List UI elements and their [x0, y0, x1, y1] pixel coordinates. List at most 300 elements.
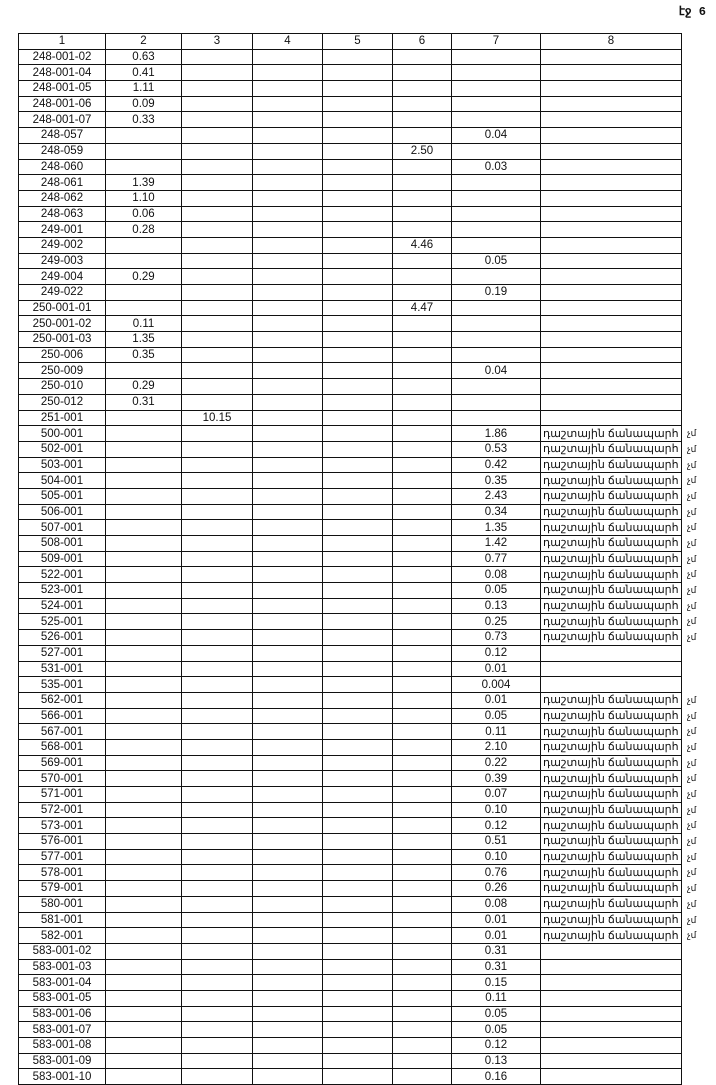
table-row	[19, 347, 682, 363]
road-note: չմ	[687, 428, 697, 439]
value-cell-col5	[323, 49, 393, 65]
value-cell-col6	[393, 755, 452, 771]
value-cell-col3	[182, 896, 253, 912]
value-cell-col7: 0.11	[452, 990, 541, 1006]
table-row	[19, 1022, 682, 1038]
road-label: դաշտային ճանապարհ	[543, 882, 679, 895]
land-use-cell	[541, 551, 697, 567]
table-row	[19, 787, 682, 803]
value-cell-col7	[452, 269, 541, 285]
value-cell-col6	[393, 614, 452, 630]
value-cell-col6	[393, 206, 452, 222]
parcel-code-cell: 248-060	[19, 159, 106, 175]
value-cell-col4	[253, 755, 323, 771]
table-row	[19, 975, 682, 991]
value-cell-col4	[253, 896, 323, 912]
table-row	[19, 504, 682, 520]
value-cell-col7	[452, 49, 541, 65]
table-row	[19, 551, 682, 567]
value-cell-col6	[393, 363, 452, 379]
road-note: չմ	[687, 710, 697, 721]
land-use-cell	[541, 426, 697, 442]
value-cell-col7: 0.004	[452, 677, 541, 693]
land-use-cell	[541, 959, 682, 975]
value-cell-col6	[393, 112, 452, 128]
value-cell-col5	[323, 1006, 393, 1022]
value-cell-col6	[393, 394, 452, 410]
land-use-cell	[541, 928, 697, 944]
table-row	[19, 206, 682, 222]
value-cell-col2	[106, 912, 182, 928]
value-cell-col5	[323, 457, 393, 473]
parcel-code-cell: 569-001	[19, 755, 106, 771]
value-cell-col5	[323, 237, 393, 253]
value-cell-col5	[323, 316, 393, 332]
road-label: դաշտային ճանապարհ	[543, 584, 679, 597]
value-cell-col2	[106, 739, 182, 755]
value-cell-col5	[323, 818, 393, 834]
road-note: չմ	[687, 475, 697, 486]
parcel-code-cell: 525-001	[19, 614, 106, 630]
value-cell-col6	[393, 269, 452, 285]
value-cell-col7: 0.25	[452, 614, 541, 630]
value-cell-col5	[323, 881, 393, 897]
value-cell-col5	[323, 1038, 393, 1054]
value-cell-col6	[393, 1038, 452, 1054]
column-header-7: 7	[452, 34, 541, 50]
value-cell-col3	[182, 818, 253, 834]
value-cell-col7: 0.05	[452, 708, 541, 724]
value-cell-col3	[182, 159, 253, 175]
table-row	[19, 834, 682, 850]
parcel-code-cell: 526-001	[19, 630, 106, 646]
table-row	[19, 253, 682, 269]
value-cell-col5	[323, 771, 393, 787]
land-use-cell	[541, 724, 697, 740]
table-row	[19, 175, 682, 191]
value-cell-col6	[393, 912, 452, 928]
value-cell-col6	[393, 943, 452, 959]
value-cell-col4	[253, 410, 323, 426]
land-use-cell	[541, 536, 697, 552]
table-row	[19, 457, 682, 473]
value-cell-col3	[182, 488, 253, 504]
table-row	[19, 222, 682, 238]
land-use-cell	[541, 332, 682, 348]
value-cell-col7: 0.73	[452, 630, 541, 646]
value-cell-col5	[323, 708, 393, 724]
value-cell-col4	[253, 285, 323, 301]
value-cell-col3	[182, 802, 253, 818]
value-cell-col6	[393, 175, 452, 191]
land-use-cell	[541, 253, 682, 269]
value-cell-col5	[323, 473, 393, 489]
value-cell-col3	[182, 724, 253, 740]
value-cell-col3	[182, 583, 253, 599]
table-row	[19, 96, 682, 112]
value-cell-col3	[182, 614, 253, 630]
value-cell-col4	[253, 614, 323, 630]
value-cell-col7: 0.39	[452, 771, 541, 787]
value-cell-col2	[106, 677, 182, 693]
land-use-cell	[541, 990, 682, 1006]
parcel-code-cell: 250-001-02	[19, 316, 106, 332]
parcel-code-cell: 583-001-07	[19, 1022, 106, 1038]
land-use-cell	[541, 300, 682, 316]
parcel-code-cell: 524-001	[19, 598, 106, 614]
road-label: դաշտային ճանապարհ	[543, 553, 679, 566]
value-cell-col3	[182, 441, 253, 457]
value-cell-col6	[393, 1006, 452, 1022]
value-cell-col7: 0.77	[452, 551, 541, 567]
value-cell-col3	[182, 128, 253, 144]
value-cell-col6	[393, 441, 452, 457]
value-cell-col4	[253, 520, 323, 536]
land-use-cell	[541, 96, 682, 112]
value-cell-col7: 0.01	[452, 661, 541, 677]
value-cell-col4	[253, 426, 323, 442]
value-cell-col7	[452, 112, 541, 128]
value-cell-col4	[253, 473, 323, 489]
value-cell-col2	[106, 943, 182, 959]
value-cell-col6	[393, 426, 452, 442]
value-cell-col7: 0.13	[452, 1053, 541, 1069]
value-cell-col6	[393, 802, 452, 818]
land-use-cell	[541, 849, 697, 865]
value-cell-col2	[106, 630, 182, 646]
value-cell-col3	[182, 708, 253, 724]
value-cell-col4	[253, 1038, 323, 1054]
road-note: չմ	[687, 773, 697, 784]
value-cell-col3	[182, 1053, 253, 1069]
value-cell-col2: 0.31	[106, 394, 182, 410]
value-cell-col6	[393, 504, 452, 520]
value-cell-col4	[253, 536, 323, 552]
road-label: դաշտային ճանապարհ	[543, 741, 679, 754]
value-cell-col6	[393, 724, 452, 740]
road-label: դաշտային ճանապարհ	[543, 443, 679, 456]
value-cell-col2	[106, 708, 182, 724]
value-cell-col5	[323, 912, 393, 928]
value-cell-col5	[323, 332, 393, 348]
parcel-code-cell: 248-062	[19, 190, 106, 206]
value-cell-col6	[393, 645, 452, 661]
column-header-6: 6	[393, 34, 452, 50]
road-label: դաշտային ճանապարհ	[543, 600, 679, 613]
value-cell-col7	[452, 394, 541, 410]
value-cell-col4	[253, 865, 323, 881]
land-use-cell	[541, 739, 697, 755]
value-cell-col6	[393, 222, 452, 238]
parcel-code-cell: 250-001-01	[19, 300, 106, 316]
land-use-cell	[541, 614, 697, 630]
parcel-code-cell: 578-001	[19, 865, 106, 881]
table-row	[19, 143, 682, 159]
value-cell-col7	[452, 206, 541, 222]
land-use-cell	[541, 975, 682, 991]
value-cell-col3	[182, 771, 253, 787]
road-note: չմ	[687, 757, 697, 768]
table-row	[19, 1038, 682, 1054]
value-cell-col3	[182, 536, 253, 552]
value-cell-col7: 1.35	[452, 520, 541, 536]
value-cell-col2	[106, 520, 182, 536]
value-cell-col5	[323, 222, 393, 238]
value-cell-col2: 1.39	[106, 175, 182, 191]
value-cell-col4	[253, 1006, 323, 1022]
value-cell-col2: 1.11	[106, 81, 182, 97]
value-cell-col7	[452, 96, 541, 112]
land-use-cell	[541, 65, 682, 81]
table-row	[19, 441, 682, 457]
value-cell-col2	[106, 473, 182, 489]
road-note: չմ	[687, 789, 697, 799]
value-cell-col5	[323, 865, 393, 881]
value-cell-col3	[182, 520, 253, 536]
value-cell-col2: 0.63	[106, 49, 182, 65]
land-use-cell	[541, 237, 682, 253]
value-cell-col6	[393, 473, 452, 489]
value-cell-col3	[182, 222, 253, 238]
value-cell-col4	[253, 1053, 323, 1069]
table-row	[19, 912, 682, 928]
road-note: չմ	[687, 443, 697, 454]
value-cell-col4	[253, 551, 323, 567]
value-cell-col2: 0.29	[106, 269, 182, 285]
table-row	[19, 394, 682, 410]
value-cell-col3	[182, 959, 253, 975]
land-use-cell	[541, 347, 682, 363]
value-cell-col5	[323, 536, 393, 552]
value-cell-col5	[323, 755, 393, 771]
table-row	[19, 363, 682, 379]
land-use-cell	[541, 520, 697, 536]
value-cell-col2: 0.33	[106, 112, 182, 128]
value-cell-col2: 0.28	[106, 222, 182, 238]
value-cell-col7	[452, 222, 541, 238]
parcel-code-cell: 583-001-04	[19, 975, 106, 991]
value-cell-col4	[253, 802, 323, 818]
value-cell-col4	[253, 1022, 323, 1038]
value-cell-col6	[393, 457, 452, 473]
road-note: չմ	[687, 616, 697, 627]
value-cell-col3	[182, 630, 253, 646]
value-cell-col2: 1.10	[106, 190, 182, 206]
value-cell-col4	[253, 190, 323, 206]
land-use-cell	[541, 755, 697, 771]
parcel-code-cell: 505-001	[19, 488, 106, 504]
value-cell-col2	[106, 771, 182, 787]
value-cell-col4	[253, 379, 323, 395]
road-label: դաշտային ճանապարհ	[543, 756, 679, 769]
value-cell-col3	[182, 190, 253, 206]
table-row	[19, 410, 682, 426]
value-cell-col6	[393, 81, 452, 97]
value-cell-col3	[182, 426, 253, 442]
parcel-code-cell: 570-001	[19, 771, 106, 787]
value-cell-col5	[323, 1022, 393, 1038]
value-cell-col5	[323, 990, 393, 1006]
value-cell-col4	[253, 787, 323, 803]
value-cell-col5	[323, 943, 393, 959]
value-cell-col3	[182, 849, 253, 865]
value-cell-col7: 0.01	[452, 692, 541, 708]
value-cell-col2	[106, 410, 182, 426]
table-row	[19, 285, 682, 301]
value-cell-col7: 0.16	[452, 1069, 541, 1085]
land-use-cell	[541, 802, 697, 818]
value-cell-col2	[106, 536, 182, 552]
value-cell-col5	[323, 504, 393, 520]
parcel-code-cell: 500-001	[19, 426, 106, 442]
road-label: դաշտային ճանապարհ	[543, 804, 679, 817]
land-use-cell	[541, 128, 682, 144]
table-row	[19, 943, 682, 959]
table-row	[19, 755, 682, 771]
table-row	[19, 739, 682, 755]
value-cell-col4	[253, 598, 323, 614]
parcel-code-cell: 508-001	[19, 536, 106, 552]
land-use-cell	[541, 1022, 682, 1038]
value-cell-col5	[323, 739, 393, 755]
value-cell-col3	[182, 316, 253, 332]
land-use-cell	[541, 81, 682, 97]
value-cell-col6	[393, 739, 452, 755]
value-cell-col6	[393, 65, 452, 81]
land-use-cell	[541, 269, 682, 285]
value-cell-col5	[323, 614, 393, 630]
value-cell-col2	[106, 975, 182, 991]
value-cell-col6	[393, 567, 452, 583]
value-cell-col5	[323, 598, 393, 614]
value-cell-col2	[106, 818, 182, 834]
parcel-code-cell: 509-001	[19, 551, 106, 567]
value-cell-col6	[393, 677, 452, 693]
land-use-cell	[541, 771, 697, 787]
land-use-cell	[541, 488, 697, 504]
value-cell-col4	[253, 457, 323, 473]
value-cell-col3	[182, 990, 253, 1006]
value-cell-col7: 0.07	[452, 787, 541, 803]
value-cell-col7: 0.31	[452, 959, 541, 975]
value-cell-col5	[323, 551, 393, 567]
value-cell-col5	[323, 630, 393, 646]
road-label: դաշտային ճանապարհ	[543, 505, 679, 518]
value-cell-col7	[452, 316, 541, 332]
table-row	[19, 159, 682, 175]
value-cell-col7: 0.26	[452, 881, 541, 897]
value-cell-col7	[452, 410, 541, 426]
value-cell-col4	[253, 441, 323, 457]
value-cell-col7: 0.22	[452, 755, 541, 771]
value-cell-col3	[182, 253, 253, 269]
table-row	[19, 818, 682, 834]
value-cell-col4	[253, 65, 323, 81]
value-cell-col2	[106, 504, 182, 520]
value-cell-col7: 0.51	[452, 834, 541, 850]
land-use-cell	[541, 285, 682, 301]
parcel-code-cell: 568-001	[19, 739, 106, 755]
value-cell-col6	[393, 896, 452, 912]
value-cell-col3	[182, 332, 253, 348]
value-cell-col4	[253, 300, 323, 316]
value-cell-col3	[182, 598, 253, 614]
value-cell-col6	[393, 1069, 452, 1085]
parcel-code-cell: 248-001-02	[19, 49, 106, 65]
value-cell-col7	[452, 300, 541, 316]
value-cell-col2: 0.29	[106, 379, 182, 395]
value-cell-col4	[253, 332, 323, 348]
value-cell-col4	[253, 253, 323, 269]
road-label: դաշտային ճանապարհ	[543, 913, 679, 926]
parcel-code-cell: 248-001-07	[19, 112, 106, 128]
table-row	[19, 896, 682, 912]
parcel-code-cell: 248-057	[19, 128, 106, 144]
value-cell-col6	[393, 661, 452, 677]
value-cell-col6	[393, 96, 452, 112]
value-cell-col5	[323, 143, 393, 159]
parcel-code-cell: 583-001-02	[19, 943, 106, 959]
parcel-code-cell: 504-001	[19, 473, 106, 489]
value-cell-col2	[106, 159, 182, 175]
value-cell-col6	[393, 1022, 452, 1038]
value-cell-col5	[323, 379, 393, 395]
value-cell-col7: 0.31	[452, 943, 541, 959]
land-use-cell	[541, 677, 682, 693]
road-note: չմ	[687, 851, 697, 862]
value-cell-col7: 0.12	[452, 818, 541, 834]
road-label: դաշտային ճանապարհ	[543, 835, 679, 848]
road-note: չմ	[687, 820, 697, 831]
column-header-1: 1	[19, 34, 106, 50]
value-cell-col5	[323, 300, 393, 316]
value-cell-col2	[106, 583, 182, 599]
value-cell-col5	[323, 787, 393, 803]
value-cell-col5	[323, 128, 393, 144]
value-cell-col4	[253, 928, 323, 944]
value-cell-col5	[323, 159, 393, 175]
value-cell-col4	[253, 394, 323, 410]
table-row	[19, 269, 682, 285]
value-cell-col4	[253, 975, 323, 991]
value-cell-col6	[393, 959, 452, 975]
land-use-cell	[541, 567, 697, 583]
value-cell-col3	[182, 912, 253, 928]
road-label: դաշտային ճանապարհ	[543, 866, 679, 879]
road-label: դաշտային ճանապարհ	[543, 772, 679, 785]
value-cell-col4	[253, 677, 323, 693]
land-use-cell	[541, 1038, 682, 1054]
road-label: դաշտային ճանապարհ	[543, 631, 679, 644]
table-row	[19, 190, 682, 206]
value-cell-col7: 0.05	[452, 1006, 541, 1022]
value-cell-col6: 4.47	[393, 300, 452, 316]
column-header-4: 4	[253, 34, 323, 50]
value-cell-col5	[323, 112, 393, 128]
land-use-cell	[541, 1053, 682, 1069]
road-label: դաշտային ճանապարհ	[543, 490, 679, 503]
value-cell-col7	[452, 65, 541, 81]
land-use-cell	[541, 943, 682, 959]
value-cell-col2	[106, 300, 182, 316]
value-cell-col6	[393, 928, 452, 944]
land-use-cell	[541, 394, 682, 410]
value-cell-col5	[323, 96, 393, 112]
land-use-cell	[541, 708, 697, 724]
value-cell-col4	[253, 834, 323, 850]
land-use-cell	[541, 881, 697, 897]
value-cell-col5	[323, 975, 393, 991]
